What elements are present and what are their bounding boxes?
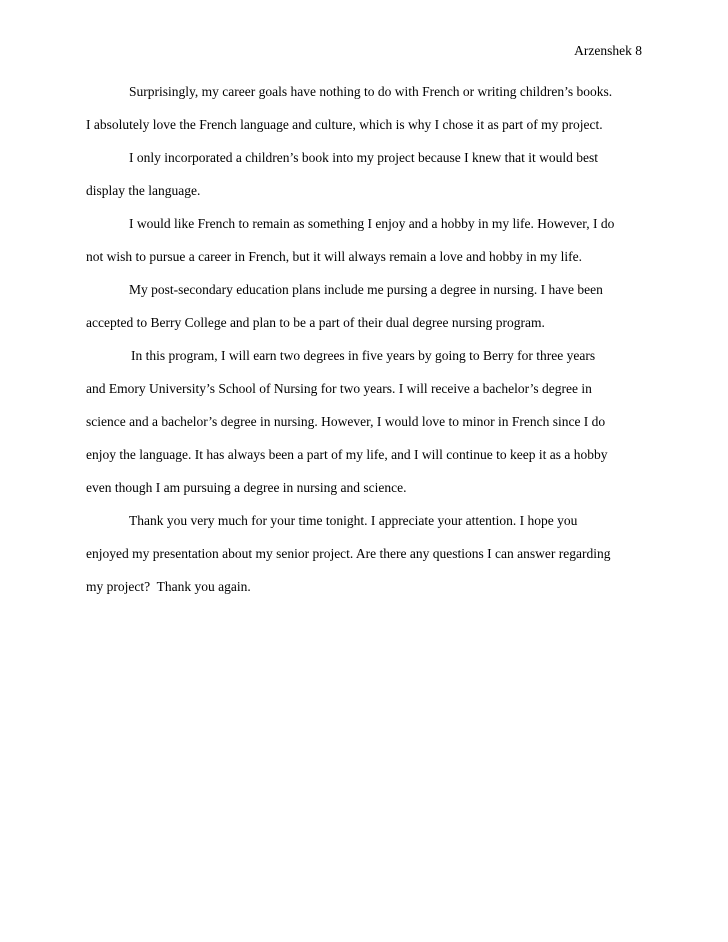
line-text: display the language.	[86, 183, 201, 198]
paragraph-line	[86, 480, 648, 513]
line-text: I would like French to remain as something I enjoy and a hobby in my life. However, I do	[129, 216, 615, 231]
paragraph-line	[86, 249, 648, 282]
line-text: In this program, I will earn two degrees in five years by going to Berry for three years	[131, 348, 596, 363]
line-text: my project? Thank you again.	[86, 579, 251, 594]
paragraph-line	[86, 150, 648, 183]
paragraph-line	[86, 447, 648, 480]
line-text: science and a bachelor’s degree in nursing. However, I would love to minor in French since I do	[86, 414, 606, 429]
running-head: Arzenshek 8	[574, 43, 642, 58]
line-text: even though I am pursuing a degree in nursing and science.	[86, 480, 407, 495]
paragraph-line	[86, 348, 648, 381]
paragraph-line	[86, 381, 648, 414]
line-text: Surprisingly, my career goals have nothing to do with French or writing children’s books.	[129, 84, 613, 99]
document-body	[86, 84, 648, 612]
line-text: accepted to Berry College and plan to be a part of their dual degree nursing program.	[86, 315, 545, 330]
line-text: and Emory University’s School of Nursing for two years. I will receive a bachelor’s degree in	[86, 381, 592, 396]
paragraph-line	[86, 513, 648, 546]
paragraph-line	[86, 315, 648, 348]
paragraph-line	[86, 282, 648, 315]
line-text: enjoy the language. It has always been a part of my life, and I will continue to keep it as a hobby	[86, 447, 608, 462]
paragraph-line	[86, 579, 648, 612]
line-text: I only incorporated a children’s book into my project because I knew that it would best	[129, 150, 598, 165]
line-text: My post-secondary education plans include me pursing a degree in nursing. I have been	[129, 282, 603, 297]
line-text: Thank you very much for your time tonight. I appreciate your attention. I hope you	[129, 513, 578, 528]
paragraph-line	[86, 117, 648, 150]
paragraph-line	[86, 216, 648, 249]
line-text: not wish to pursue a career in French, but it will always remain a love and hobby in my life.	[86, 249, 582, 264]
paragraph-line	[86, 84, 648, 117]
paragraph-line	[86, 183, 648, 216]
paragraph-line	[86, 546, 648, 579]
line-text: enjoyed my presentation about my senior project. Are there any questions I can answer regarding	[86, 546, 611, 561]
paragraph-line	[86, 414, 648, 447]
line-text: I absolutely love the French language and culture, which is why I chose it as part of my project.	[86, 117, 603, 132]
